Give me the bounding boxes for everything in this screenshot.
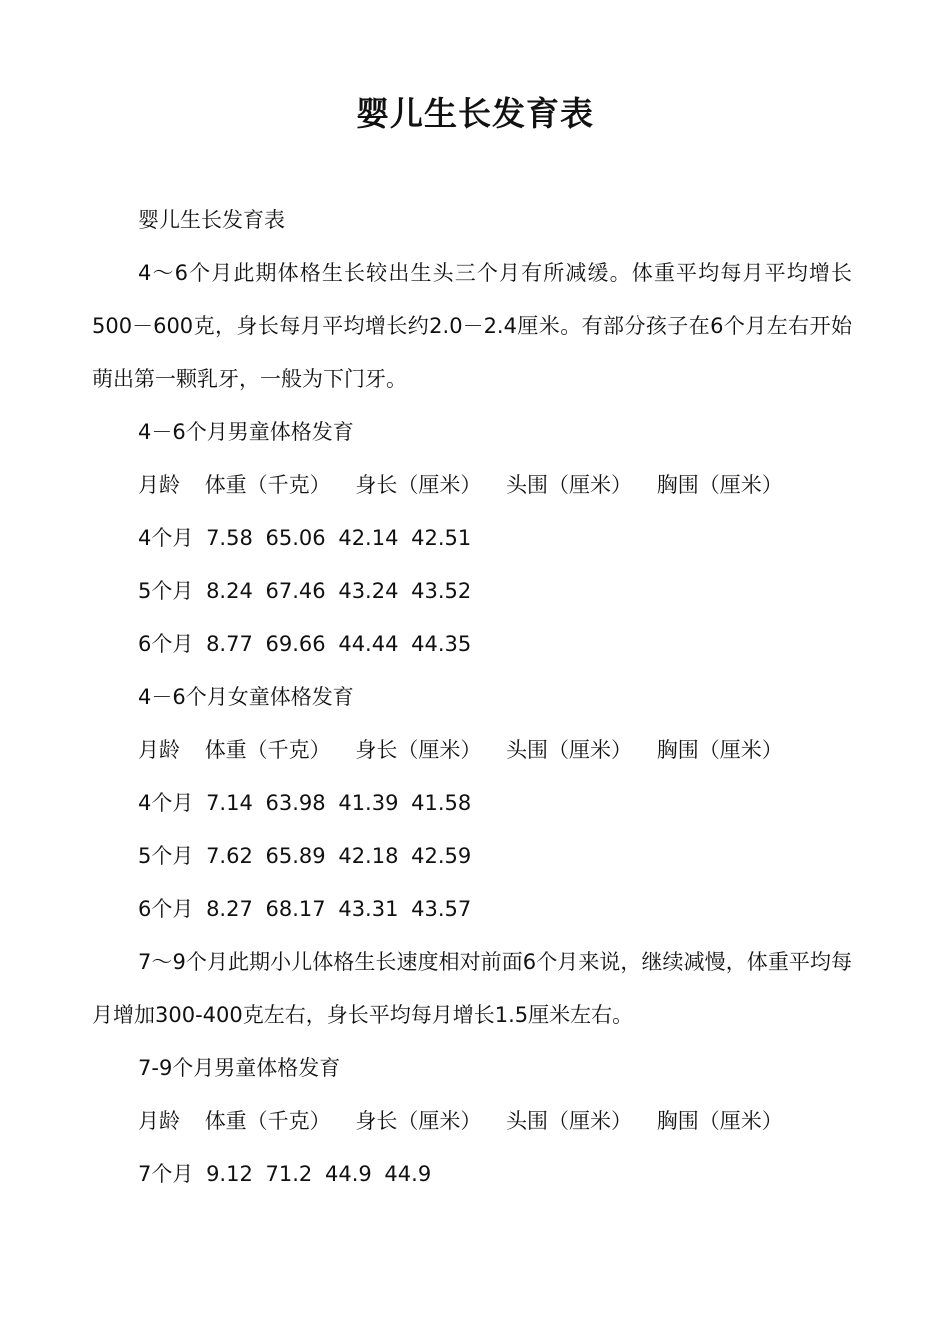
cell-weight: 8.27 bbox=[206, 897, 253, 921]
header-age: 月龄 bbox=[138, 473, 180, 497]
header-weight: 体重（千克） bbox=[204, 473, 331, 497]
table-row bbox=[92, 777, 852, 830]
intro-paragraph-7-9: 7～9个月此期小儿体格生长速度相对前面6个月来说，继续减慢，体重平均每月增加300-400克左右，身长平均每月增长1.5厘米左右。 bbox=[92, 950, 852, 1027]
table-title-boys-7-9: 7-9个月男童体格发育 bbox=[138, 1056, 341, 1080]
header-age: 月龄 bbox=[138, 738, 180, 762]
table-row bbox=[92, 1148, 852, 1201]
cell-chest: 44.35 bbox=[411, 632, 472, 656]
cell-weight: 8.24 bbox=[206, 579, 253, 603]
document-body bbox=[92, 194, 852, 1201]
cell-length: 71.2 bbox=[265, 1162, 313, 1186]
header-head: 头围（厘米） bbox=[506, 738, 633, 762]
cell-head: 42.18 bbox=[338, 844, 399, 868]
cell-chest: 43.52 bbox=[411, 579, 472, 603]
cell-age: 6个月 bbox=[138, 897, 194, 921]
table-title-boys-4-6: 4－6个月男童体格发育 bbox=[138, 420, 354, 444]
cell-head: 44.44 bbox=[338, 632, 399, 656]
header-chest: 胸围（厘米） bbox=[656, 738, 783, 762]
table-row bbox=[92, 883, 852, 936]
cell-weight: 8.77 bbox=[206, 632, 253, 656]
cell-head: 43.24 bbox=[338, 579, 399, 603]
table-header-boys-4-6 bbox=[92, 459, 852, 512]
cell-head: 44.9 bbox=[324, 1162, 372, 1186]
cell-age: 5个月 bbox=[138, 844, 194, 868]
table-title-girls-4-6: 4－6个月女童体格发育 bbox=[138, 685, 354, 709]
cell-age: 6个月 bbox=[138, 632, 194, 656]
cell-length: 63.98 bbox=[265, 791, 326, 815]
cell-length: 65.06 bbox=[265, 526, 326, 550]
table-header-boys-7-9 bbox=[92, 1095, 852, 1148]
cell-weight: 7.58 bbox=[206, 526, 253, 550]
header-head: 头围（厘米） bbox=[506, 1109, 633, 1133]
cell-length: 67.46 bbox=[265, 579, 326, 603]
table-row bbox=[92, 512, 852, 565]
header-length: 身长（厘米） bbox=[355, 738, 482, 762]
cell-weight: 9.12 bbox=[206, 1162, 253, 1186]
cell-head: 43.31 bbox=[338, 897, 399, 921]
intro-paragraph-4-6: 4～6个月此期体格生长较出生头三个月有所减缓。体重平均每月平均增长500－600克，身长每月平均增长约2.0－2.4厘米。有部分孩子在6个月左右开始萌出第一颗乳牙，一般为下门牙。 bbox=[92, 261, 852, 391]
header-head: 头围（厘米） bbox=[506, 473, 633, 497]
header-chest: 胸围（厘米） bbox=[656, 1109, 783, 1133]
table-row bbox=[92, 830, 852, 883]
header-length: 身长（厘米） bbox=[355, 473, 482, 497]
cell-weight: 7.14 bbox=[206, 791, 253, 815]
header-length: 身长（厘米） bbox=[355, 1109, 482, 1133]
header-weight: 体重（千克） bbox=[204, 738, 331, 762]
cell-weight: 7.62 bbox=[206, 844, 253, 868]
cell-chest: 44.9 bbox=[384, 1162, 432, 1186]
cell-length: 65.89 bbox=[265, 844, 326, 868]
table-row bbox=[92, 565, 852, 618]
header-weight: 体重（千克） bbox=[204, 1109, 331, 1133]
header-chest: 胸围（厘米） bbox=[656, 473, 783, 497]
table-header-girls-4-6 bbox=[92, 724, 852, 777]
cell-age: 7个月 bbox=[138, 1162, 194, 1186]
cell-age: 4个月 bbox=[138, 526, 194, 550]
cell-chest: 43.57 bbox=[411, 897, 472, 921]
subtitle: 婴儿生长发育表 bbox=[138, 208, 285, 232]
cell-head: 41.39 bbox=[338, 791, 399, 815]
cell-chest: 42.59 bbox=[411, 844, 472, 868]
cell-chest: 42.51 bbox=[411, 526, 472, 550]
cell-head: 42.14 bbox=[338, 526, 399, 550]
cell-length: 69.66 bbox=[265, 632, 326, 656]
page-title: 婴儿生长发育表 bbox=[356, 94, 594, 133]
cell-age: 4个月 bbox=[138, 791, 194, 815]
header-age: 月龄 bbox=[138, 1109, 180, 1133]
cell-chest: 41.58 bbox=[411, 791, 472, 815]
cell-length: 68.17 bbox=[265, 897, 326, 921]
cell-age: 5个月 bbox=[138, 579, 194, 603]
table-row bbox=[92, 618, 852, 671]
